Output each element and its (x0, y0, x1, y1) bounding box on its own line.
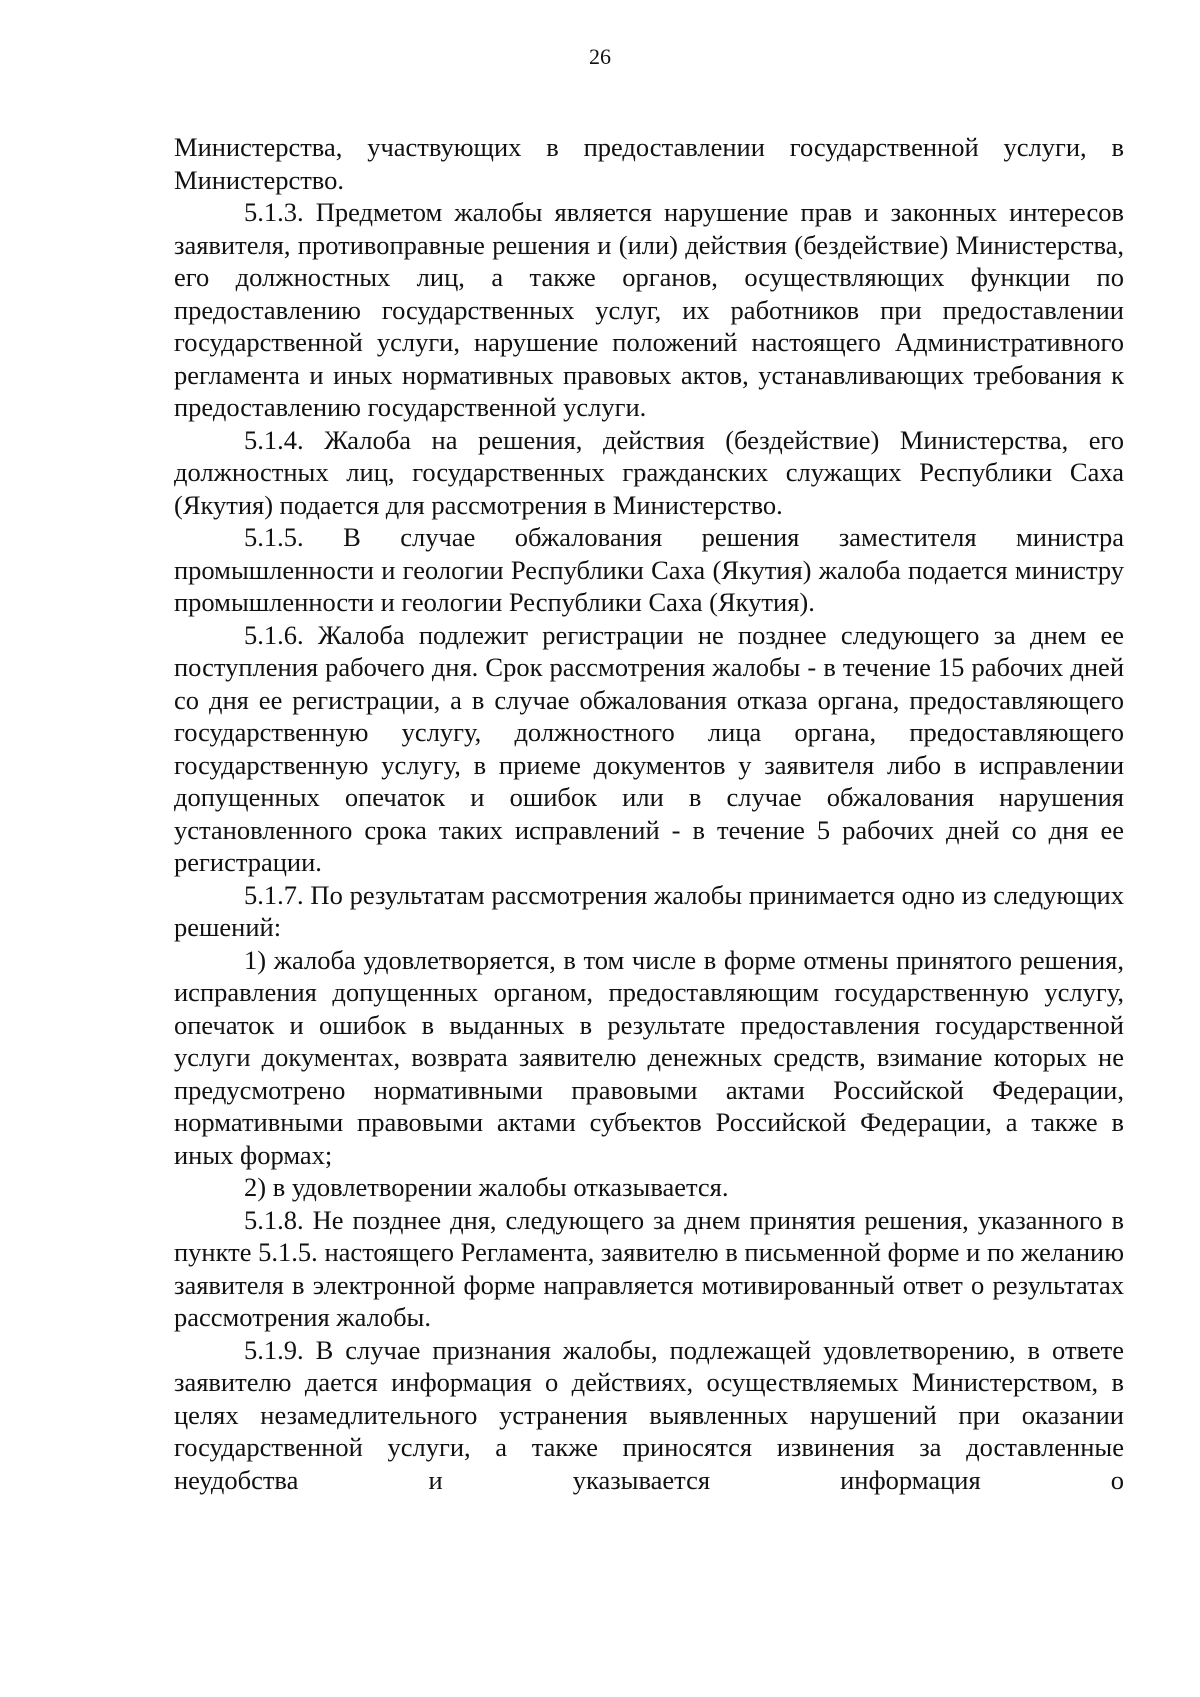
paragraph-5-1-6: 5.1.6. Жалоба подлежит регистрации не позднее следующего за днем ее поступления рабочего дня. Срок рассмотрения жалобы - в течение 15 рабочих дней со дня ее регистрации, а в случае обжалования отказа органа, предоставляющего государственную услугу, должностного лица органа, предоставляющего государственную услугу, в приеме документов у заявителя либо в исправлении допущенных опечаток и ошибок или в случае обжалования нарушения установленного срока таких исправлений - в течение 5 рабочих дней со дня ее регистрации. (174, 619, 1124, 877)
paragraph-5-1-9: 5.1.9. В случае признания жалобы, подлежащей удовлетворению, в ответе заявителю дается информация о действиях, осуществляемых Министерством, в целях незамедлительного устранения выявленных нарушений при оказании государственной услуги, а также приносятся извинения за доставленные неудобства и указывается информация о (174, 1334, 1124, 1495)
list-item-2: 2) в удовлетворении жалобы отказывается. (244, 1172, 729, 1202)
list-item-1: 1) жалоба удовлетворяется, в том числе в форме отмены принятого решения, исправления допущенных органом, предоставляющим государственную услугу, опечаток и ошибок в выданных в результате предоставления государственной услуги документах, возврата заявителю денежных средств, взимание которых не предусмотрено нормативными правовыми актами Российской Федерации, нормативными правовыми актами субъектов Российской Федерации, а также в иных формах; (174, 944, 1124, 1170)
paragraph-continuation: Министерства, участвующих в предоставлении государственной услуги, в Министерство. (174, 132, 1124, 195)
paragraph-5-1-8: 5.1.8. Не позднее дня, следующего за днем принятия решения, указанного в пункте 5.1.5. настоящего Регламента, заявителю в письменной форме и по желанию заявителя в электронной форме направляется мотивированный ответ о результатах рассмотрения жалобы. (174, 1204, 1124, 1332)
paragraph-5-1-3: 5.1.3. Предметом жалобы является нарушение прав и законных интересов заявителя, противоправные решения и (или) действия (бездействие) Министерства, его должностных лиц, а также органов, осуществляющих функции по предоставлению государственных услуг, их работников при предоставлении государственной услуги, нарушение положений настоящего Административного регламента и иных нормативных правовых актов, устанавливающих требования к предоставлению государственной услуги. (174, 197, 1124, 422)
paragraph-5-1-7: 5.1.7. По результатам рассмотрения жалобы принимается одно из следующих решений: (174, 879, 1124, 942)
paragraph-5-1-5: 5.1.5. В случае обжалования решения заместителя министра промышленности и геологии Республики Саха (Якутия) жалоба подается министру промышленности и геологии Республики Саха (Якутия). (174, 522, 1124, 617)
page-number: 26 (589, 44, 611, 69)
paragraph-5-1-4: 5.1.4. Жалоба на решения, действия (бездействие) Министерства, его должностных лиц, государственных гражданских служащих Республики Саха (Якутия) подается для рассмотрения в Министерство. (174, 424, 1124, 520)
document-body (174, 131, 1124, 1496)
